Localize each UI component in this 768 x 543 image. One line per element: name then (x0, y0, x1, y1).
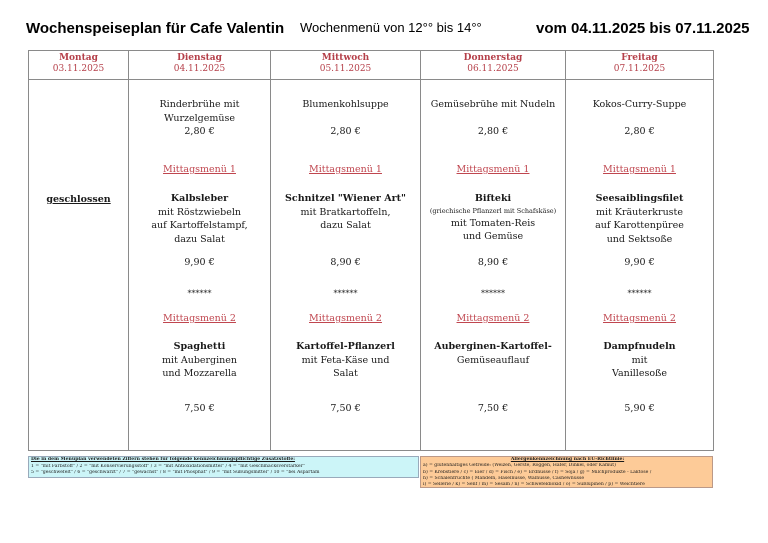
soup-name-line: Wurzelgemüse (163, 112, 236, 124)
menu2-dish (271, 340, 420, 381)
menu1-price: 8,90 € (330, 257, 361, 268)
menu2-desc-line: mit Auberginen (161, 354, 238, 366)
soup-block (421, 98, 565, 139)
allergens-line: a) = glutenhaltiges Getreide: (Weizen, Gerste, Roggen, Hafer, Dinkel, oder Kamut) (423, 463, 616, 469)
soup-block (271, 98, 420, 139)
menu1-desc-line: und Sektsoße (606, 233, 673, 245)
soup-block (129, 98, 270, 139)
additives-legend (28, 456, 419, 478)
day-date: 06.11.2025 (467, 64, 519, 74)
menu1-price: 9,90 € (184, 257, 215, 268)
menu1-desc-line: mit Kräuterkruste (595, 206, 684, 218)
day-header-row (29, 51, 714, 80)
day-cell-wednesday (271, 80, 421, 451)
day-date: 05.11.2025 (319, 64, 372, 74)
day-header-friday (566, 51, 714, 80)
day-cell-thursday (421, 80, 566, 451)
allergens-line: b) = Krebstiere / c) = Eier / d) = Fisch / e) = Erdnüsse / f) = Soja / g) = Milchprodukte - Laktose / (423, 469, 652, 475)
page-title: Wochenspeiseplan für Cafe Valentin (26, 20, 285, 37)
menu2-label: Mittagsmenü 2 (603, 313, 676, 324)
day-name: Dienstag (177, 53, 222, 63)
serving-hours: Wochenmenü von 12°° bis 14°° (300, 20, 482, 35)
day-header-wednesday (271, 51, 421, 80)
menu2-title: Spaghetti (173, 341, 226, 352)
menu1-dish (129, 192, 270, 246)
menu2-price: 7,50 € (184, 403, 215, 414)
additives-line: 1 = "mit Farbstoff" / 2 = "mit Konservierungsstoff" / 3 = "mit Antioxidationsmittel" / 4 = "mit Geschmacksverstärker" (31, 463, 305, 469)
menu-separator: ****** (481, 289, 505, 298)
day-name: Freitag (621, 53, 658, 63)
menu2-title: Dampfnudeln (603, 341, 676, 352)
day-header-monday (29, 51, 129, 80)
allergens-line: i) = Sellerie / k) = Senf / m) = Sesam / n) = Schwefeldioxid / o) = Süßlupinen / p) = Weichtiere (423, 482, 645, 488)
menu1-label: Mittagsmenü 1 (163, 164, 236, 175)
menu2-dish (566, 340, 713, 381)
menu1-dish (566, 192, 713, 246)
menu1-dish (271, 192, 420, 233)
soup-name-line: Gemüsebrühe mit Nudeln (430, 99, 556, 110)
menu2-label: Mittagsmenü 2 (456, 313, 530, 324)
menu-separator: ****** (333, 289, 358, 298)
closed-label: geschlossen (46, 194, 111, 205)
day-name: Donnerstag (463, 53, 523, 63)
soup-price: 2,80 € (184, 126, 215, 137)
day-header-thursday (421, 51, 566, 80)
menu1-desc-line: mit Röstzwiebeln (157, 206, 242, 218)
soup-price: 2,80 € (477, 126, 509, 137)
menu1-desc-line: auf Kartoffelstampf, (151, 220, 248, 231)
menu1-price: 9,90 € (624, 257, 655, 268)
soup-price: 2,80 € (330, 126, 361, 137)
menu-body-row (29, 80, 714, 451)
day-cell-friday (566, 80, 714, 451)
menu2-desc-line: und Mozzarella (162, 368, 237, 379)
menu1-title: Seesaiblingsfilet (595, 193, 684, 204)
menu2-desc-line: mit (631, 354, 648, 366)
menu1-desc-line: mit Tomaten-Reis (450, 217, 536, 229)
day-cell-tuesday (129, 80, 271, 451)
menu-separator: ****** (187, 289, 212, 298)
menu1-title: Kalbsleber (170, 193, 229, 204)
menu1-label: Mittagsmenü 1 (309, 164, 382, 175)
soup-name-line: Kokos-Curry-Suppe (592, 99, 687, 110)
menu2-desc-line: mit Feta-Käse und (301, 354, 390, 366)
menu1-label: Mittagsmenü 1 (603, 164, 676, 175)
menu2-title: Auberginen-Kartoffel- (434, 341, 552, 352)
menu2-label: Mittagsmenü 2 (163, 313, 236, 324)
date-range: vom 04.11.2025 bis 07.11.2025 (536, 20, 750, 37)
day-date: 07.11.2025 (613, 64, 666, 74)
additives-title: Die in dem Menüplan verwendeten Ziffern stehen für folgende kennzeichnungspflichtige Zusatzstoffe: (31, 457, 295, 462)
menu1-desc-line: mit Bratkartoffeln, (300, 206, 391, 218)
day-cell-monday (29, 80, 129, 451)
menu2-price: 7,50 € (477, 403, 509, 414)
menu-table (28, 50, 714, 451)
menu1-desc-line: dazu Salat (320, 220, 371, 231)
soup-name-line: Blumenkohlsuppe (302, 99, 389, 110)
soup-name-line: Rinderbrühe mit (159, 99, 240, 110)
menu2-dish (129, 340, 270, 381)
day-name: Mittwoch (321, 53, 370, 63)
menu2-price: 7,50 € (330, 403, 361, 414)
menu1-desc-line: dazu Salat (174, 233, 225, 245)
menu2-price: 5,90 € (624, 403, 655, 414)
day-date: 04.11.2025 (173, 64, 226, 74)
menu1-desc-line: und Gemüse (462, 231, 524, 242)
day-header-tuesday (129, 51, 271, 80)
menu1-dish (421, 192, 565, 244)
additives-line: 5 = "geschwefelt" / 6 = "geschwärzt" / 7 = "gewachst" / 8 = "mit Phosphat" / 9 = "mit Süßungsmittel" / 10 = "bei Aspartam (31, 470, 320, 476)
menu1-desc-line: auf Karottenpüree (595, 220, 684, 231)
menu2-title: Kartoffel-Pflanzerl (296, 341, 395, 352)
soup-block (566, 98, 713, 139)
menu2-dish (421, 340, 565, 367)
menu1-note: (griechische Pflanzerl mit Schafskäse) (429, 206, 557, 215)
allergens-legend (420, 456, 713, 488)
allergens-line: h) = Schalenfrüchte ( Mandeln, Haselnüsse, Walnüsse, Cashewnüsse (423, 475, 585, 481)
menu-separator: ****** (627, 289, 652, 298)
menu2-desc-line: Gemüseauflauf (456, 354, 530, 366)
menu1-title: Bifteki (474, 193, 512, 204)
allergens-title: Allergenkennzeichnung nach EU-Richtlinie: (510, 457, 625, 462)
menu2-desc-line: Vanillesoße (611, 368, 668, 379)
soup-price: 2,80 € (624, 126, 655, 137)
menu1-label: Mittagsmenü 1 (456, 164, 530, 175)
day-name: Montag (59, 53, 98, 63)
menu1-price: 8,90 € (477, 257, 509, 268)
day-date: 03.11.2025 (52, 64, 105, 74)
menu2-desc-line: Salat (333, 368, 358, 379)
menu2-label: Mittagsmenü 2 (309, 313, 382, 324)
menu1-title: Schnitzel "Wiener Art" (285, 193, 406, 204)
